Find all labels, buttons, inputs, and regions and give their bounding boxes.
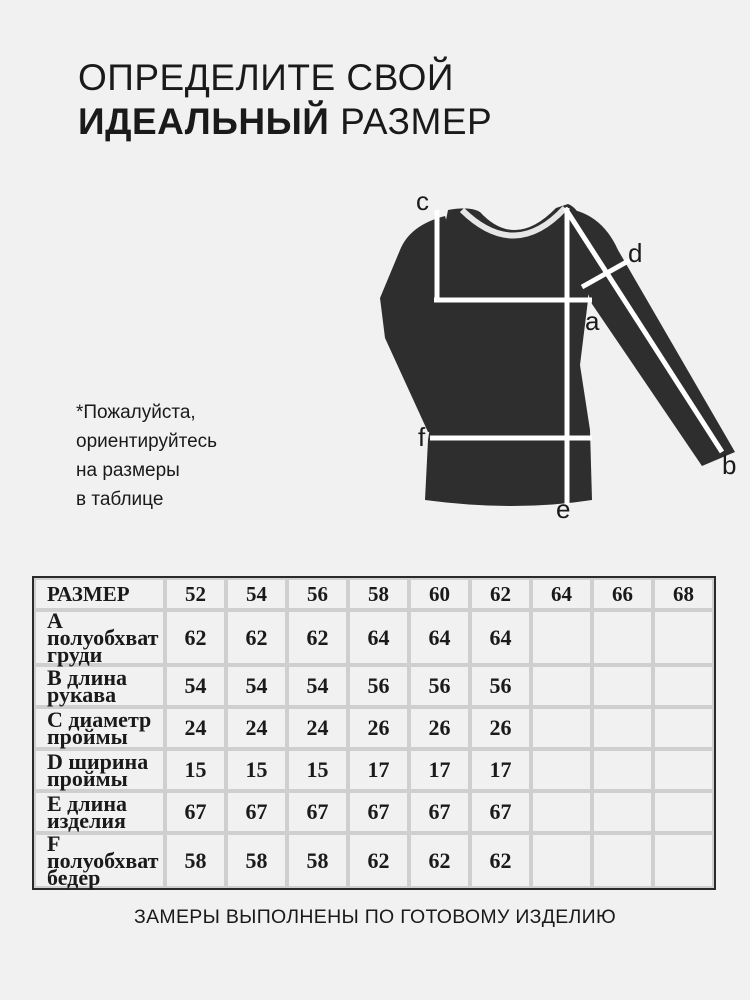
title-line-2 bbox=[78, 100, 492, 144]
row-label-cell: D ширина проймы bbox=[34, 749, 165, 791]
value-cell: 15 bbox=[226, 749, 287, 791]
title-line-1: ОПРЕДЕЛИТЕ СВОЙ bbox=[78, 57, 454, 98]
value-cell: 54 bbox=[287, 665, 348, 707]
row-label-cell: E длина изделия bbox=[34, 791, 165, 833]
row-label-cell: В длина рукава bbox=[34, 665, 165, 707]
label-f: f bbox=[418, 422, 426, 452]
garment-diagram bbox=[370, 180, 750, 530]
value-cell bbox=[653, 707, 714, 749]
value-cell: 15 bbox=[287, 749, 348, 791]
value-cell: 15 bbox=[165, 749, 226, 791]
table-row bbox=[34, 610, 714, 665]
value-cell bbox=[653, 665, 714, 707]
note-line: в таблице bbox=[76, 489, 164, 510]
value-cell bbox=[653, 833, 714, 888]
table-row bbox=[34, 749, 714, 791]
value-cell: 56 bbox=[409, 665, 470, 707]
footer-note: ЗАМЕРЫ ВЫПОЛНЕНЫ ПО ГОТОВОМУ ИЗДЕЛИЮ bbox=[134, 906, 616, 928]
note-line: ориентируйтесь bbox=[76, 431, 218, 452]
value-cell: 17 bbox=[470, 749, 531, 791]
value-cell: 62 bbox=[409, 833, 470, 888]
value-cell: 54 bbox=[226, 665, 287, 707]
note-line: *Пожалуйста, bbox=[76, 402, 196, 423]
size-header-cell: 56 bbox=[287, 578, 348, 610]
value-cell: 64 bbox=[409, 610, 470, 665]
size-header-cell: 54 bbox=[226, 578, 287, 610]
value-cell: 64 bbox=[470, 610, 531, 665]
size-header-cell: 62 bbox=[470, 578, 531, 610]
size-header-cell: 68 bbox=[653, 578, 714, 610]
label-d: d bbox=[628, 238, 643, 268]
value-cell: 58 bbox=[165, 833, 226, 888]
value-cell bbox=[653, 791, 714, 833]
value-cell bbox=[592, 707, 653, 749]
value-cell: 17 bbox=[348, 749, 409, 791]
size-header-cell: 52 bbox=[165, 578, 226, 610]
label-c: c bbox=[416, 186, 429, 216]
value-cell bbox=[592, 665, 653, 707]
value-cell bbox=[531, 665, 592, 707]
value-cell: 26 bbox=[348, 707, 409, 749]
title-bold-word: ИДЕАЛЬНЫЙ bbox=[78, 101, 330, 142]
label-a: a bbox=[585, 306, 600, 336]
value-cell: 56 bbox=[470, 665, 531, 707]
row-label-cell: F полуобхват бедер bbox=[34, 833, 165, 888]
value-cell bbox=[592, 610, 653, 665]
size-header-cell: 64 bbox=[531, 578, 592, 610]
size-table bbox=[32, 576, 716, 890]
value-cell: 62 bbox=[287, 610, 348, 665]
value-cell bbox=[592, 749, 653, 791]
table-row bbox=[34, 707, 714, 749]
size-note bbox=[76, 398, 217, 514]
value-cell: 54 bbox=[165, 665, 226, 707]
value-cell: 67 bbox=[287, 791, 348, 833]
value-cell bbox=[653, 610, 714, 665]
value-cell: 67 bbox=[409, 791, 470, 833]
label-b: b bbox=[722, 450, 737, 480]
value-cell: 62 bbox=[165, 610, 226, 665]
value-cell: 62 bbox=[226, 610, 287, 665]
value-cell: 56 bbox=[348, 665, 409, 707]
value-cell bbox=[531, 791, 592, 833]
table-row bbox=[34, 791, 714, 833]
value-cell bbox=[531, 707, 592, 749]
size-header-cell: 66 bbox=[592, 578, 653, 610]
table-row bbox=[34, 665, 714, 707]
value-cell bbox=[531, 610, 592, 665]
value-cell bbox=[653, 749, 714, 791]
value-cell: 58 bbox=[226, 833, 287, 888]
title-rest: РАЗМЕР bbox=[329, 101, 493, 142]
row-label-cell: А полуобхват груди bbox=[34, 610, 165, 665]
size-header-cell: 60 bbox=[409, 578, 470, 610]
value-cell bbox=[531, 833, 592, 888]
garment-svg bbox=[370, 180, 750, 530]
note-line: на размеры bbox=[76, 460, 180, 481]
value-cell bbox=[592, 791, 653, 833]
page-title bbox=[78, 56, 492, 144]
row-label-cell: С диаметр проймы bbox=[34, 707, 165, 749]
value-cell bbox=[531, 749, 592, 791]
value-cell: 67 bbox=[470, 791, 531, 833]
table-row bbox=[34, 833, 714, 888]
value-cell: 67 bbox=[348, 791, 409, 833]
value-cell bbox=[592, 833, 653, 888]
value-cell: 67 bbox=[165, 791, 226, 833]
value-cell: 24 bbox=[287, 707, 348, 749]
value-cell: 24 bbox=[165, 707, 226, 749]
label-e: e bbox=[556, 494, 571, 524]
value-cell: 26 bbox=[409, 707, 470, 749]
value-cell: 24 bbox=[226, 707, 287, 749]
value-cell: 17 bbox=[409, 749, 470, 791]
value-cell: 58 bbox=[287, 833, 348, 888]
value-cell: 26 bbox=[470, 707, 531, 749]
value-cell: 64 bbox=[348, 610, 409, 665]
value-cell: 67 bbox=[226, 791, 287, 833]
size-header-cell: 58 bbox=[348, 578, 409, 610]
value-cell: 62 bbox=[470, 833, 531, 888]
value-cell: 62 bbox=[348, 833, 409, 888]
header-label-cell: РАЗМЕР bbox=[34, 578, 165, 610]
table-header-row bbox=[34, 578, 714, 610]
